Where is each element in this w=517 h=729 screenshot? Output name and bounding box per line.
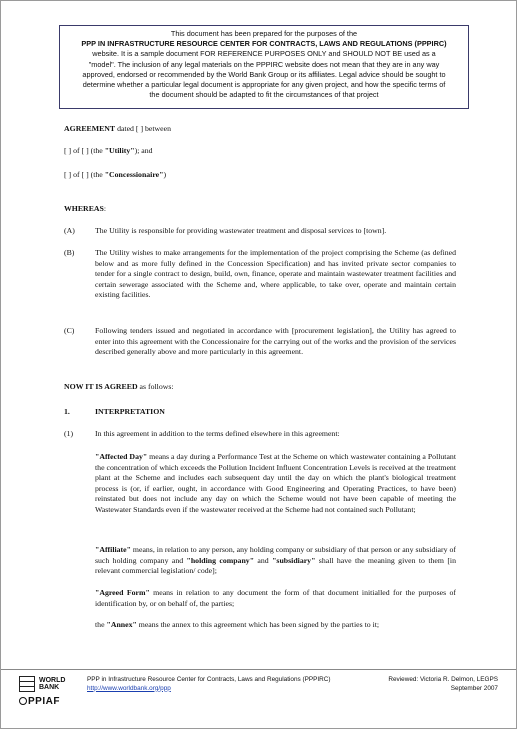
party-concessionaire: [ ] of [ ] (the "Concessionaire") xyxy=(64,170,167,179)
recital-a-text: The Utility is responsible for providing wastewater treatment and disposal services to [town]. xyxy=(95,226,387,235)
party-utility: [ ] of [ ] (the "Utility"); and xyxy=(64,146,153,155)
footer-reviewed: Reviewed: Victoria R. Delmon, LEGPS xyxy=(388,676,498,683)
whereas-heading: WHEREAS: xyxy=(64,204,107,213)
footer-right xyxy=(388,676,498,693)
footer-date: September 2007 xyxy=(450,684,498,692)
ppiaf-mark-icon xyxy=(19,697,27,705)
clause-label: (1) xyxy=(64,429,74,438)
now-it-is-agreed: NOW IT IS AGREED as follows: xyxy=(64,382,174,391)
disclaimer-line: "model". The inclusion of any legal materials on the PPPIRC website does not mean that they are in any way xyxy=(88,59,440,69)
definition-agreed-form: "Agreed Form" means in relation to any document the form of that document initialled for the purposes of identification by, or on behalf of, the parties; xyxy=(95,588,456,608)
agreement-opening: AGREEMENT dated [ ] between xyxy=(64,124,171,133)
footer-divider xyxy=(1,669,516,670)
recital-c-text: Following tenders issued and negotiated in accordance with [procurement legislation], the Utility has agreed to enter into this agreement with the Concessionaire for the carrying out of the works and the provision of the services described generally above and more particularly in this agreement. xyxy=(95,326,456,357)
section-number: 1. xyxy=(64,407,70,416)
definition-affiliate: "Affiliate" means, in relation to any person, any holding company or subsidiary of that person or any subsidiary of such holding company and "holding company" and "subsidiary" shall have the meaning given to them [in relevant commercial legislation/ code]; xyxy=(95,545,456,576)
disclaimer-line: This document has been prepared for the purposes of the xyxy=(170,29,358,38)
disclaimer-line: approved, endorsed or recommended by the World Bank Group or its affiliates. Legal advice should be sought to xyxy=(82,69,446,79)
definition-annex: the "Annex" means the annex to this agreement which has been signed by the parties to it; xyxy=(95,620,380,629)
recital-b-text: The Utility wishes to make arrangements for the implementation of the project comprising the Scheme (as defined below and as more fully defined in the Concession Specification) and has invited private sector companies to tender for a single contract to design, build, own, finance, operate and maintain wastewater treatment facilities and certain sewerage associated with the Scheme and, where applicable, to take over, operate and maintain certain existing facilities. xyxy=(95,248,456,300)
world-bank-logo: WORLD BANK xyxy=(19,676,71,698)
disclaimer-box xyxy=(59,25,469,109)
ppiaf-logo: PPIAF xyxy=(19,696,60,707)
recital-a-label: (A) xyxy=(64,226,75,235)
recital-c-label: (C) xyxy=(64,326,75,335)
footer-link[interactable]: http://www.worldbank.org/ppp xyxy=(87,684,171,692)
footer-resource-center: PPP in Infrastructure Resource Center for Contracts, Laws and Regulations (PPPIRC) xyxy=(87,676,331,683)
disclaimer-title: PPP IN INFRASTRUCTURE RESOURCE CENTER FOR CONTRACTS, LAWS AND REGULATIONS (PPPIRC) xyxy=(81,39,447,49)
disclaimer-line: determine whether a particular legal document is appropriate for any given project, and how the specific terms of xyxy=(82,80,446,90)
definition-affected-day: "Affected Day" means a day during a Performance Test at the Scheme on which wastewater containing a Pollutant the concentration of which exceeds the Pollution Incident Influent Concentration Levels is received at the treatment plant at the Scheme and includes each subsequent day until the day on which the plant's biological treatment process is (or, if earlier, ought, in accordance with Good Engineering and Operating Practices, to have been) reinstated but does not include any day on which the Scheme would not have been capable of meeting the Wastewater Standards even if the wastewater received at the Scheme had not contained such Pollutant; xyxy=(95,452,456,514)
disclaimer-line: website. It is a sample document FOR REFERENCE PURPOSES ONLY and SHOULD NOT BE used as a xyxy=(92,49,436,59)
clause-text: In this agreement in addition to the terms defined elsewhere in this agreement: xyxy=(95,429,340,438)
globe-icon xyxy=(19,676,35,692)
section-title: INTERPRETATION xyxy=(95,407,165,416)
recital-b-label: (B) xyxy=(64,248,75,257)
footer-center xyxy=(87,676,331,693)
disclaimer-line: the document should be adapted to fit the circumstances of that project xyxy=(149,90,379,100)
